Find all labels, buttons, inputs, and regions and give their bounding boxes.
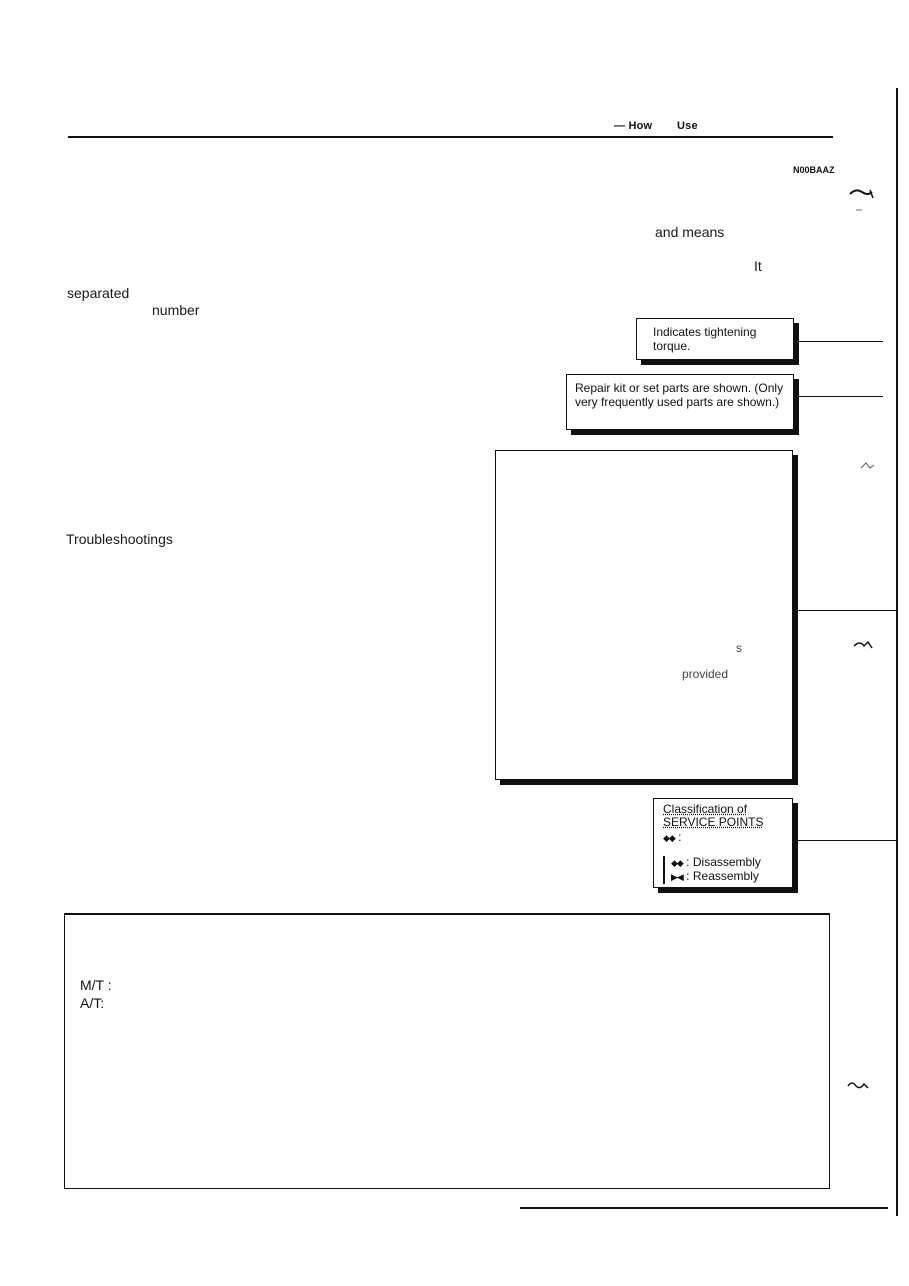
margin-mark-icon (846, 1076, 872, 1096)
callout-torque-text: Indicates tightening torque. (653, 325, 757, 353)
note-box (64, 913, 830, 1189)
margin-mark-icon (852, 636, 876, 654)
callout-service-points (653, 798, 793, 888)
leader-line (797, 341, 883, 342)
header-section: — How (614, 120, 653, 132)
service-row-disassembly: ◆◆ : Disassembly (663, 856, 786, 870)
service-reassembly-label: Reassembly (692, 869, 759, 883)
header-rule (68, 136, 833, 138)
illustration-box (495, 450, 793, 780)
service-row-reassembly: ▶◀ : Reassembly (663, 870, 786, 884)
fragment-troubleshootings: Troubleshootings (66, 531, 173, 547)
box-fragment-s: s (736, 641, 742, 655)
header-word: Use (677, 120, 698, 132)
document-code: N00BAAZ (793, 165, 835, 175)
leader-line (798, 840, 896, 841)
service-row-blank: ◆◆ : (663, 830, 682, 844)
fragment-separated: separated (67, 285, 130, 301)
callout-torque (636, 318, 794, 360)
note-mt: M/T : (80, 977, 112, 993)
leader-line (798, 610, 896, 611)
fragment-it: It (754, 258, 762, 274)
margin-mark-icon (858, 456, 880, 474)
callout-repair-kit (566, 374, 794, 430)
note-at: A/T: (80, 995, 105, 1011)
fragment-and-means: and means (655, 224, 725, 240)
double-diamond-icon: ◆◆ (663, 833, 675, 843)
disassembly-diamond-icon: ◆◆ (671, 858, 683, 868)
reassembly-diamond-icon: ▶◀ (671, 872, 683, 882)
margin-mark-icon (846, 184, 876, 214)
callout-repair-kit-text: Repair kit or set parts are shown. (Only very frequently used parts are shown.) (575, 381, 784, 409)
footer-rule (520, 1207, 888, 1209)
fragment-number: number (152, 302, 200, 318)
service-points-title: Classification of SERVICE POINTS (663, 802, 764, 829)
box-fragment-provided: provided (682, 667, 729, 681)
service-disassembly-label: Disassembly (692, 855, 761, 869)
right-margin-line (896, 88, 898, 1216)
leader-line (797, 396, 883, 397)
